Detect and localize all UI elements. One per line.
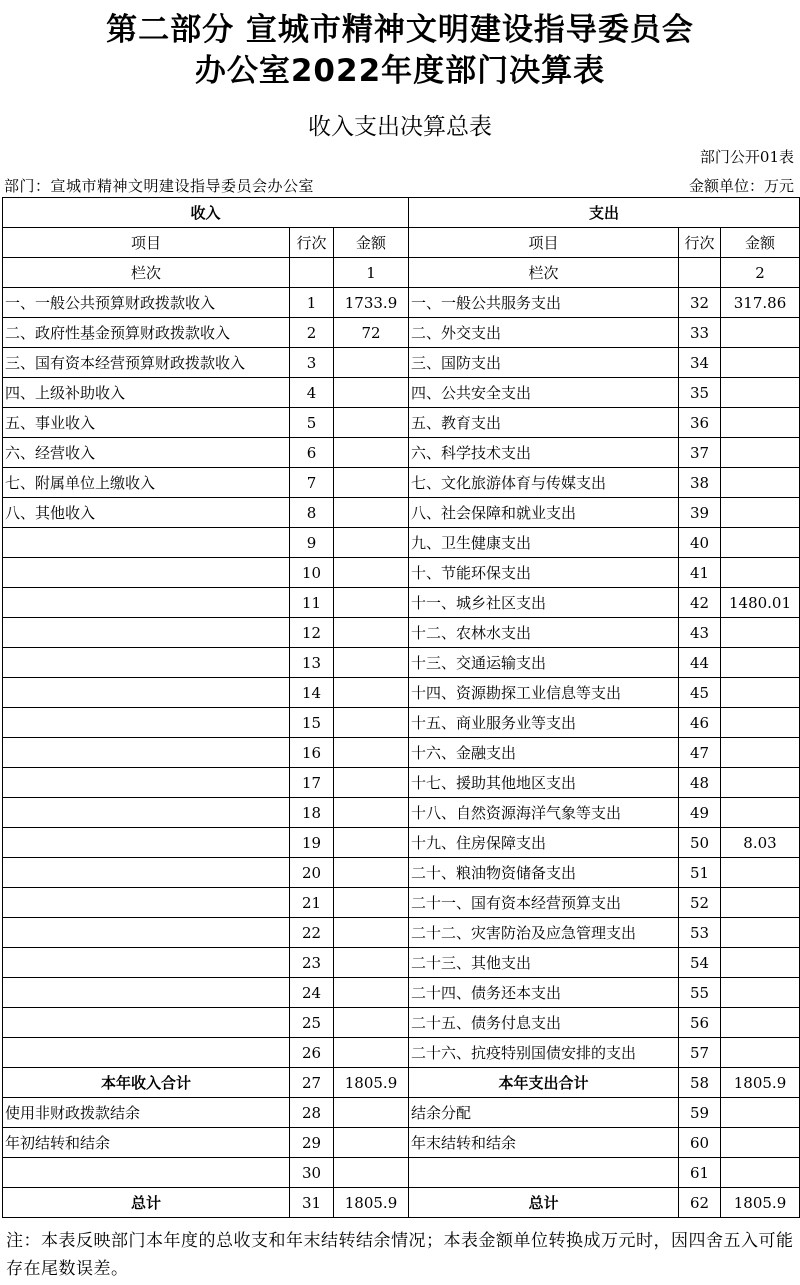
income-line-no: 11 bbox=[290, 588, 334, 618]
expense-amount bbox=[721, 768, 800, 798]
income-amount bbox=[334, 1128, 409, 1158]
income-line-no: 26 bbox=[290, 1038, 334, 1068]
expense-item: 一、一般公共服务支出 bbox=[409, 288, 679, 318]
table-row bbox=[3, 318, 800, 348]
expense-amount bbox=[721, 348, 800, 378]
income-line-no: 3 bbox=[290, 348, 334, 378]
income-line-no: 2 bbox=[290, 318, 334, 348]
income-item: 总计 bbox=[3, 1188, 290, 1218]
table-row bbox=[3, 408, 800, 438]
income-line-no: 29 bbox=[290, 1128, 334, 1158]
expense-amount: 317.86 bbox=[721, 288, 800, 318]
expense-amount bbox=[721, 558, 800, 588]
table-row bbox=[3, 618, 800, 648]
income-amount bbox=[334, 708, 409, 738]
income-amount bbox=[334, 438, 409, 468]
income-amount-header: 金额 bbox=[334, 228, 409, 258]
income-line-no: 23 bbox=[290, 948, 334, 978]
grand-total-row bbox=[3, 1188, 800, 1218]
income-item: 三、国有资本经营预算财政拨款收入 bbox=[3, 348, 290, 378]
expense-amount bbox=[721, 888, 800, 918]
expense-item: 二十四、债务还本支出 bbox=[409, 978, 679, 1008]
expense-item: 二十、粮油物资储备支出 bbox=[409, 858, 679, 888]
expense-line-no: 46 bbox=[679, 708, 721, 738]
table-row bbox=[3, 1128, 800, 1158]
expense-item: 六、科学技术支出 bbox=[409, 438, 679, 468]
income-item bbox=[3, 558, 290, 588]
income-amount bbox=[334, 738, 409, 768]
expense-amount: 1480.01 bbox=[721, 588, 800, 618]
expense-item: 十二、农林水支出 bbox=[409, 618, 679, 648]
expense-line-no: 49 bbox=[679, 798, 721, 828]
income-amount bbox=[334, 588, 409, 618]
income-amount: 72 bbox=[334, 318, 409, 348]
income-line-no: 30 bbox=[290, 1158, 334, 1188]
expense-line-no: 42 bbox=[679, 588, 721, 618]
expense-amount bbox=[721, 318, 800, 348]
expense-amount bbox=[721, 408, 800, 438]
income-line-no: 25 bbox=[290, 1008, 334, 1038]
income-item-header: 项目 bbox=[3, 228, 290, 258]
expense-item: 总计 bbox=[409, 1188, 679, 1218]
expense-line-header: 行次 bbox=[679, 228, 721, 258]
expense-amount-header: 金额 bbox=[721, 228, 800, 258]
income-amount bbox=[334, 1038, 409, 1068]
expense-item: 十六、金融支出 bbox=[409, 738, 679, 768]
income-line-no: 24 bbox=[290, 978, 334, 1008]
expense-line-no: 43 bbox=[679, 618, 721, 648]
expense-item: 四、公共安全支出 bbox=[409, 378, 679, 408]
expense-line-no: 33 bbox=[679, 318, 721, 348]
income-amount bbox=[334, 528, 409, 558]
income-amount bbox=[334, 468, 409, 498]
expense-line-no: 36 bbox=[679, 408, 721, 438]
expense-item: 十、节能环保支出 bbox=[409, 558, 679, 588]
income-header: 收入 bbox=[3, 198, 409, 228]
expense-item: 十一、城乡社区支出 bbox=[409, 588, 679, 618]
page-title-line-1: 第二部分 宣城市精神文明建设指导委员会 bbox=[106, 12, 694, 48]
table-row bbox=[3, 738, 800, 768]
expense-amount bbox=[721, 948, 800, 978]
expense-amount bbox=[721, 708, 800, 738]
income-line-no: 20 bbox=[290, 858, 334, 888]
income-item bbox=[3, 588, 290, 618]
income-item: 本年收入合计 bbox=[3, 1068, 290, 1098]
expense-item: 十七、援助其他地区支出 bbox=[409, 768, 679, 798]
expense-line-no: 38 bbox=[679, 468, 721, 498]
income-amount bbox=[334, 768, 409, 798]
expense-line-no: 62 bbox=[679, 1188, 721, 1218]
empty-cell bbox=[290, 258, 334, 288]
expense-amount bbox=[721, 1128, 800, 1158]
income-item: 六、经营收入 bbox=[3, 438, 290, 468]
income-item bbox=[3, 1008, 290, 1038]
income-amount bbox=[334, 858, 409, 888]
income-amount bbox=[334, 948, 409, 978]
income-line-no: 1 bbox=[290, 288, 334, 318]
expense-line-no: 54 bbox=[679, 948, 721, 978]
expense-amount bbox=[721, 918, 800, 948]
expense-amount bbox=[721, 1098, 800, 1128]
expense-amount bbox=[721, 438, 800, 468]
table-row bbox=[3, 978, 800, 1008]
income-amount bbox=[334, 1098, 409, 1128]
income-line-no: 22 bbox=[290, 918, 334, 948]
expense-item: 二十五、债务付息支出 bbox=[409, 1008, 679, 1038]
expense-header: 支出 bbox=[409, 198, 800, 228]
expense-amount: 1805.9 bbox=[721, 1188, 800, 1218]
expense-item: 二十三、其他支出 bbox=[409, 948, 679, 978]
income-amount bbox=[334, 918, 409, 948]
expense-line-no: 45 bbox=[679, 678, 721, 708]
income-amount bbox=[334, 408, 409, 438]
table-row bbox=[3, 528, 800, 558]
expense-amount bbox=[721, 978, 800, 1008]
income-line-no: 19 bbox=[290, 828, 334, 858]
income-amount bbox=[334, 828, 409, 858]
income-line-no: 27 bbox=[290, 1068, 334, 1098]
form-code: 部门公开01表 bbox=[699, 148, 794, 166]
expense-item: 年末结转和结余 bbox=[409, 1128, 679, 1158]
expense-amount bbox=[721, 1008, 800, 1038]
table-subtitle: 收入支出决算总表 bbox=[308, 114, 492, 140]
income-item bbox=[3, 888, 290, 918]
expense-line-no: 56 bbox=[679, 1008, 721, 1038]
expense-amount bbox=[721, 528, 800, 558]
income-item: 二、政府性基金预算财政拨款收入 bbox=[3, 318, 290, 348]
expense-line-no: 44 bbox=[679, 648, 721, 678]
expense-line-no: 35 bbox=[679, 378, 721, 408]
income-line-no: 9 bbox=[290, 528, 334, 558]
income-line-no: 12 bbox=[290, 618, 334, 648]
income-amount bbox=[334, 978, 409, 1008]
income-line-no: 8 bbox=[290, 498, 334, 528]
expense-amount bbox=[721, 378, 800, 408]
expense-amount bbox=[721, 648, 800, 678]
income-item: 七、附属单位上缴收入 bbox=[3, 468, 290, 498]
income-item bbox=[3, 648, 290, 678]
column-number-row bbox=[3, 258, 800, 288]
expense-line-no: 34 bbox=[679, 348, 721, 378]
expense-line-no: 57 bbox=[679, 1038, 721, 1068]
income-amount bbox=[334, 618, 409, 648]
income-line-no: 6 bbox=[290, 438, 334, 468]
table-row bbox=[3, 498, 800, 528]
table-row bbox=[3, 798, 800, 828]
income-amount bbox=[334, 348, 409, 378]
table-row bbox=[3, 708, 800, 738]
expense-item: 二十六、抗疫特别国债安排的支出 bbox=[409, 1038, 679, 1068]
expense-amount bbox=[721, 468, 800, 498]
expense-amount bbox=[721, 618, 800, 648]
table-row bbox=[3, 918, 800, 948]
income-column-no-label: 栏次 bbox=[3, 258, 290, 288]
table-row bbox=[3, 1038, 800, 1068]
expense-line-no: 40 bbox=[679, 528, 721, 558]
expense-amount bbox=[721, 1038, 800, 1068]
expense-line-no: 60 bbox=[679, 1128, 721, 1158]
expense-amount bbox=[721, 1158, 800, 1188]
annual-total-row bbox=[3, 1068, 800, 1098]
expense-item-header: 项目 bbox=[409, 228, 679, 258]
income-line-no: 14 bbox=[290, 678, 334, 708]
income-line-no: 18 bbox=[290, 798, 334, 828]
expense-item: 十四、资源勘探工业信息等支出 bbox=[409, 678, 679, 708]
income-item bbox=[3, 528, 290, 558]
income-amount bbox=[334, 1008, 409, 1038]
column-header-row bbox=[3, 228, 800, 258]
table-row bbox=[3, 678, 800, 708]
expense-line-no: 47 bbox=[679, 738, 721, 768]
income-item bbox=[3, 858, 290, 888]
table-row bbox=[3, 648, 800, 678]
expense-amount bbox=[721, 678, 800, 708]
income-item bbox=[3, 798, 290, 828]
income-line-no: 16 bbox=[290, 738, 334, 768]
expense-line-no: 39 bbox=[679, 498, 721, 528]
expense-line-no: 61 bbox=[679, 1158, 721, 1188]
expense-item: 二十二、灾害防治及应急管理支出 bbox=[409, 918, 679, 948]
income-item bbox=[3, 768, 290, 798]
income-expense-table bbox=[2, 197, 800, 1218]
expense-item: 九、卫生健康支出 bbox=[409, 528, 679, 558]
expense-line-no: 32 bbox=[679, 288, 721, 318]
expense-line-no: 48 bbox=[679, 768, 721, 798]
table-row bbox=[3, 828, 800, 858]
expense-amount: 1805.9 bbox=[721, 1068, 800, 1098]
expense-item: 结余分配 bbox=[409, 1098, 679, 1128]
income-item: 四、上级补助收入 bbox=[3, 378, 290, 408]
expense-item: 八、社会保障和就业支出 bbox=[409, 498, 679, 528]
table-row bbox=[3, 888, 800, 918]
income-amount bbox=[334, 798, 409, 828]
unit-label: 金额单位：万元 bbox=[688, 177, 794, 195]
income-item bbox=[3, 618, 290, 648]
expense-amount bbox=[721, 498, 800, 528]
income-amount bbox=[334, 558, 409, 588]
table-row bbox=[3, 348, 800, 378]
expense-amount bbox=[721, 738, 800, 768]
table-row bbox=[3, 1008, 800, 1038]
page-title-line-2: 办公室2022年度部门决算表 bbox=[194, 53, 606, 89]
income-item bbox=[3, 678, 290, 708]
income-line-no: 15 bbox=[290, 708, 334, 738]
income-item bbox=[3, 708, 290, 738]
expense-line-no: 37 bbox=[679, 438, 721, 468]
income-line-no: 5 bbox=[290, 408, 334, 438]
income-amount: 1733.9 bbox=[334, 288, 409, 318]
income-item bbox=[3, 948, 290, 978]
expense-line-no: 41 bbox=[679, 558, 721, 588]
table-row bbox=[3, 1158, 800, 1188]
income-amount bbox=[334, 648, 409, 678]
expense-item: 五、教育支出 bbox=[409, 408, 679, 438]
expense-item: 二、外交支出 bbox=[409, 318, 679, 348]
income-item: 一、一般公共预算财政拨款收入 bbox=[3, 288, 290, 318]
department-label: 部门：宣城市精神文明建设指导委员会办公室 bbox=[4, 177, 315, 195]
income-line-no: 17 bbox=[290, 768, 334, 798]
income-amount bbox=[334, 1158, 409, 1188]
table-row bbox=[3, 378, 800, 408]
expense-amount bbox=[721, 858, 800, 888]
table-row bbox=[3, 1098, 800, 1128]
expense-item: 十五、商业服务业等支出 bbox=[409, 708, 679, 738]
expense-line-no: 53 bbox=[679, 918, 721, 948]
income-item bbox=[3, 828, 290, 858]
table-row bbox=[3, 588, 800, 618]
table-row bbox=[3, 768, 800, 798]
expense-line-no: 59 bbox=[679, 1098, 721, 1128]
income-line-no: 31 bbox=[290, 1188, 334, 1218]
income-line-no: 4 bbox=[290, 378, 334, 408]
income-column-no: 1 bbox=[334, 258, 409, 288]
income-line-no: 13 bbox=[290, 648, 334, 678]
table-row bbox=[3, 858, 800, 888]
income-item: 五、事业收入 bbox=[3, 408, 290, 438]
income-line-no: 7 bbox=[290, 468, 334, 498]
income-line-no: 10 bbox=[290, 558, 334, 588]
expense-item: 十三、交通运输支出 bbox=[409, 648, 679, 678]
expense-item: 七、文化旅游体育与传媒支出 bbox=[409, 468, 679, 498]
income-amount bbox=[334, 888, 409, 918]
income-item bbox=[3, 738, 290, 768]
expense-column-no-label: 栏次 bbox=[409, 258, 679, 288]
expense-item: 本年支出合计 bbox=[409, 1068, 679, 1098]
income-item: 年初结转和结余 bbox=[3, 1128, 290, 1158]
income-amount: 1805.9 bbox=[334, 1188, 409, 1218]
expense-item: 三、国防支出 bbox=[409, 348, 679, 378]
expense-amount: 8.03 bbox=[721, 828, 800, 858]
expense-line-no: 55 bbox=[679, 978, 721, 1008]
income-line-no: 21 bbox=[290, 888, 334, 918]
expense-line-no: 52 bbox=[679, 888, 721, 918]
section-header-row bbox=[3, 198, 800, 228]
income-line-no: 28 bbox=[290, 1098, 334, 1128]
expense-item: 十九、住房保障支出 bbox=[409, 828, 679, 858]
income-amount bbox=[334, 378, 409, 408]
expense-item: 十八、自然资源海洋气象等支出 bbox=[409, 798, 679, 828]
expense-item: 二十一、国有资本经营预算支出 bbox=[409, 888, 679, 918]
income-item bbox=[3, 1158, 290, 1188]
expense-line-no: 58 bbox=[679, 1068, 721, 1098]
income-amount: 1805.9 bbox=[334, 1068, 409, 1098]
income-line-header: 行次 bbox=[290, 228, 334, 258]
income-amount bbox=[334, 678, 409, 708]
expense-line-no: 51 bbox=[679, 858, 721, 888]
table-row bbox=[3, 558, 800, 588]
table-row bbox=[3, 288, 800, 318]
expense-column-no: 2 bbox=[721, 258, 800, 288]
table-row bbox=[3, 468, 800, 498]
expense-amount bbox=[721, 798, 800, 828]
income-amount bbox=[334, 498, 409, 528]
footnote: 注：本表反映部门本年度的总收支和年末结转结余情况；本表金额单位转换成万元时，因四舍五入可能存在尾数误差。 bbox=[6, 1231, 794, 1279]
table-row bbox=[3, 948, 800, 978]
income-item bbox=[3, 1038, 290, 1068]
income-item: 使用非财政拨款结余 bbox=[3, 1098, 290, 1128]
expense-item bbox=[409, 1158, 679, 1188]
table-row bbox=[3, 438, 800, 468]
income-item bbox=[3, 978, 290, 1008]
expense-line-no: 50 bbox=[679, 828, 721, 858]
empty-cell bbox=[679, 258, 721, 288]
income-item: 八、其他收入 bbox=[3, 498, 290, 528]
income-item bbox=[3, 918, 290, 948]
